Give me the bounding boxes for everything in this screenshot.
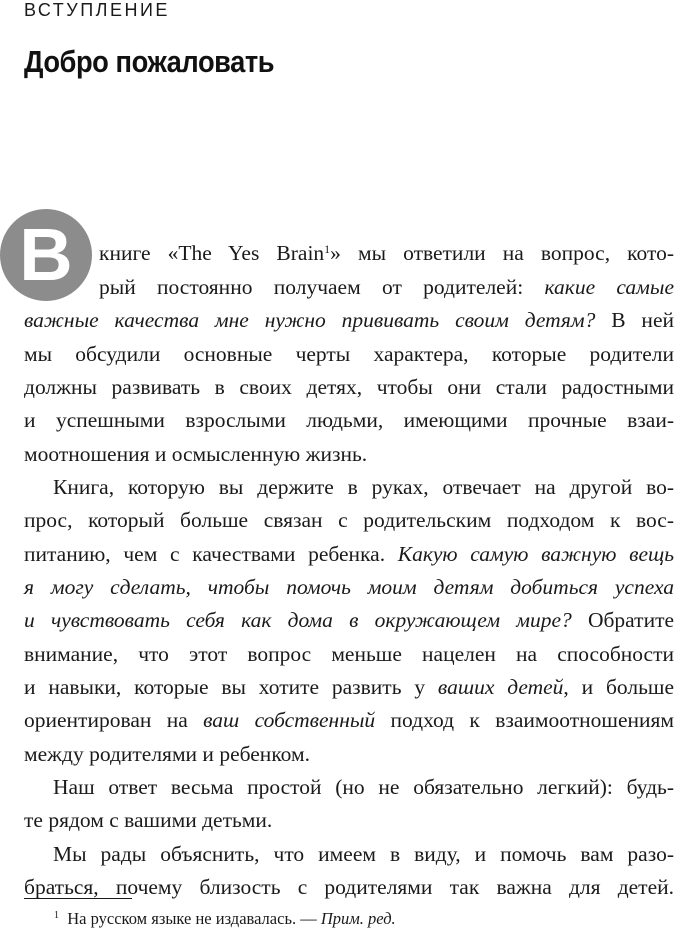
chapter-title: Добро пожаловать [24, 44, 275, 79]
text-line: Мы рады объяснить, что имеем в виду, и помочь вам разо- [53, 842, 674, 866]
text-line: те рядом с вашими детьми. [24, 808, 273, 832]
text-line: и успешными взрослыми людьми, имеющими прочные взаи- [24, 408, 674, 432]
footnote-marker: 1 [54, 910, 59, 921]
text-line: книге «The Yes Brain$^1$» мы ответили на вопрос, кото- [99, 241, 674, 265]
text-line: Наш ответ весьма простой (но не обязательно легкий): будь- [53, 775, 674, 799]
section-label: ВСТУПЛЕНИЕ [24, 0, 170, 20]
text-line: прос, который больше связан с родительским подходом к вос- [24, 508, 674, 532]
text-line: мы обсудили основные черты характера, которые родители [24, 342, 674, 366]
footnote: $^1$ На русском языке не издавалась. — Прим. ред. [54, 909, 396, 928]
text-line: должны развивать в своих детях, чтобы они стали радостными [24, 375, 674, 399]
text-line: браться, почему близость с родителями так важна для детей. [24, 875, 674, 899]
footnote-ref[interactable]: 1 [324, 242, 331, 256]
text-line: рый постоянно получаем от родителей: какие самые [99, 275, 674, 299]
text-line: моотношения и осмысленную жизнь. [24, 442, 368, 466]
text-line: и чувствовать себя как дома в окружающем мире? Обратите [24, 608, 675, 632]
text-line: я могу сделать, чтобы помочь моим детям добиться успеха [24, 575, 674, 599]
text-line: между родителями и ребенком. [24, 742, 310, 766]
text-line: и навыки, которые вы хотите развить у ваших детей, и больше [24, 675, 674, 699]
text-line: Книга, которую вы держите в руках, отвечает на другой во- [53, 475, 674, 499]
footnote-divider [24, 898, 132, 899]
text-line: внимание, что этот вопрос меньше нацелен на способности [24, 642, 674, 666]
drop-cap: В [0, 209, 92, 301]
text-line: ориентирован на ваш собственный подход к взаимоотношениям [24, 708, 674, 732]
text-line: питанию, чем с качествами ребенка. Какую самую важную вещь [24, 542, 674, 566]
text-line: важные качества мне нужно прививать своим детям? В ней [24, 308, 674, 332]
